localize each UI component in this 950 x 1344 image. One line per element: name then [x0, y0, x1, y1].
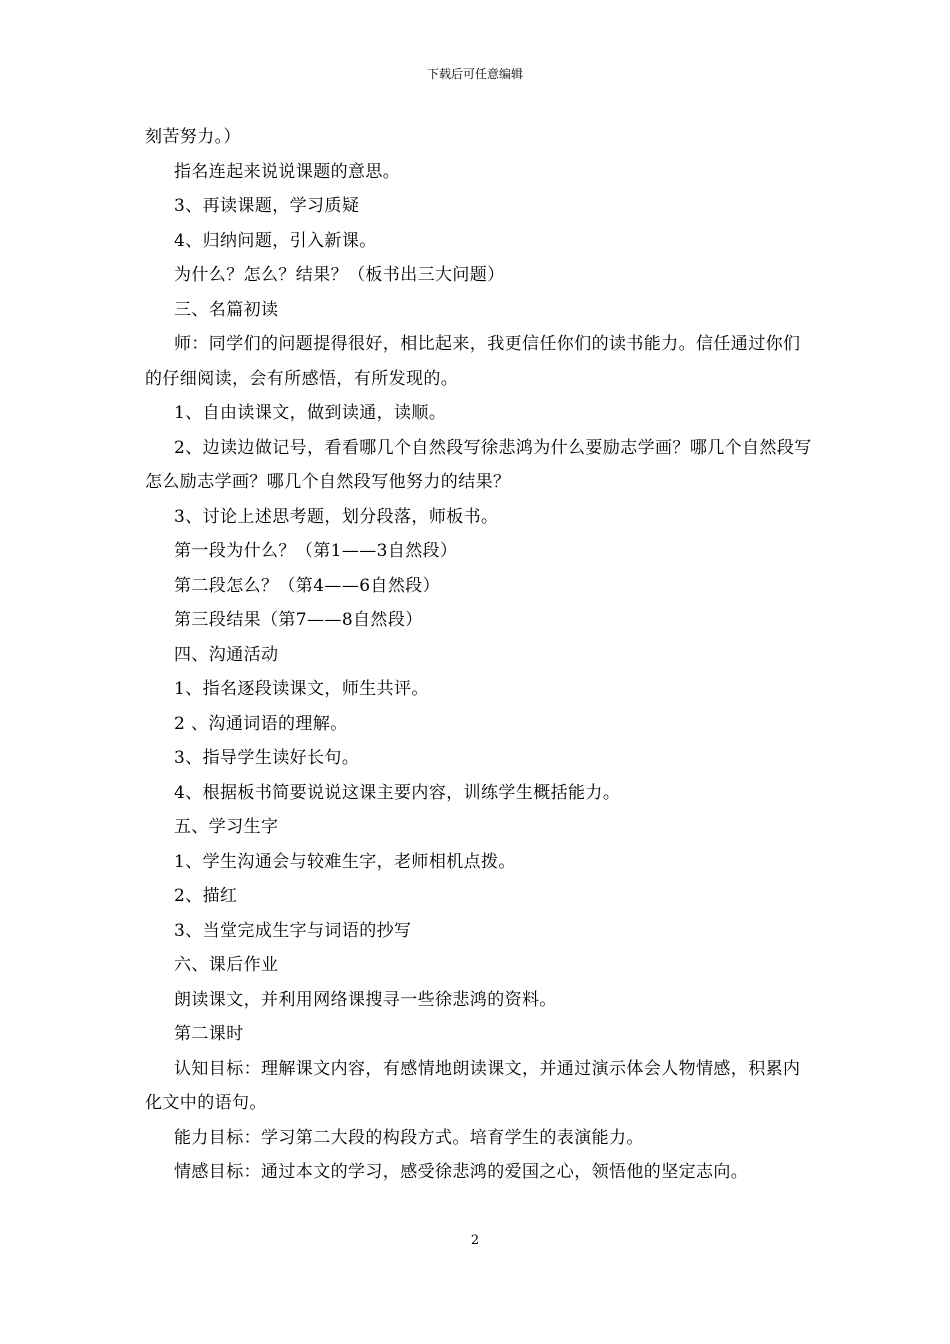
paragraph: 1、指名逐段读课文，师生共评。: [174, 679, 429, 699]
section-heading: 五、学习生字: [174, 817, 279, 837]
paragraph: 4、归纳问题，引入新课。: [174, 230, 377, 251]
page-number: 2: [470, 1233, 480, 1248]
paragraph: 2、描红: [174, 886, 238, 906]
paragraph: 第二段怎么？（第4——6自然段）: [174, 575, 441, 596]
paragraph: 为什么？怎么？结果？（板书出三大问题）: [174, 265, 505, 285]
paragraph: 第一段为什么？（第1——3自然段）: [174, 541, 458, 561]
section-heading: 四、沟通活动: [174, 644, 279, 665]
paragraph: 2、边读边做记号，看看哪几个自然段写徐悲鸿为什么要励志学画？哪几个自然段写怎么励志学画？哪几个自然段写他努力的结果？: [145, 437, 812, 492]
paragraph: 2 、沟通词语的理解。: [174, 713, 348, 734]
paragraph: 4、根据板书简要说说这课主要内容，训练学生概括能力。: [174, 782, 621, 803]
section-heading: 六、课后作业: [174, 955, 279, 975]
section-heading: 三、名篇初读: [174, 299, 279, 320]
paragraph: 3、讨论上述思考题，划分段落，师板书。: [174, 506, 499, 527]
paragraph: 能力目标：学习第二大段的构段方式。培育学生的表演能力。: [174, 1127, 644, 1148]
paragraph: 1、学生沟通会与较难生字，老师相机点拨。: [174, 851, 516, 872]
paragraph: 3、再读课题，学习质疑: [174, 196, 360, 216]
paragraph: 情感目标：通过本文的学习，感受徐悲鸿的爱国之心，领悟他的坚定志向。: [174, 1162, 749, 1182]
paragraph: 3、当堂完成生字与词语的抄写: [174, 920, 412, 941]
paragraph: 刻苦努力。）: [145, 127, 241, 147]
paragraph: 指名连起来说说课题的意思。: [174, 161, 401, 182]
paragraph: 第三段结果（第7——8自然段）: [174, 610, 423, 630]
section-heading: 第二课时: [174, 1024, 244, 1044]
paragraph: 3、指导学生读好长句。: [174, 748, 360, 768]
document-body: [145, 120, 815, 1190]
page-header: 下载后可任意编辑: [426, 67, 523, 81]
paragraph: 认知目标：理解课文内容，有感情地朗读课文，并通过演示体会人物情感，积累内化文中的语句。: [145, 1058, 801, 1113]
paragraph: 师：同学们的问题提得很好，相比起来，我更信任你们的读书能力。信任通过你们的仔细阅读，会有所感悟，有所发现的。: [145, 334, 801, 389]
paragraph: 1、自由读课文，做到读通，读顺。: [174, 403, 447, 423]
paragraph: 朗读课文，并利用网络课搜寻一些徐悲鸿的资料。: [174, 989, 557, 1010]
